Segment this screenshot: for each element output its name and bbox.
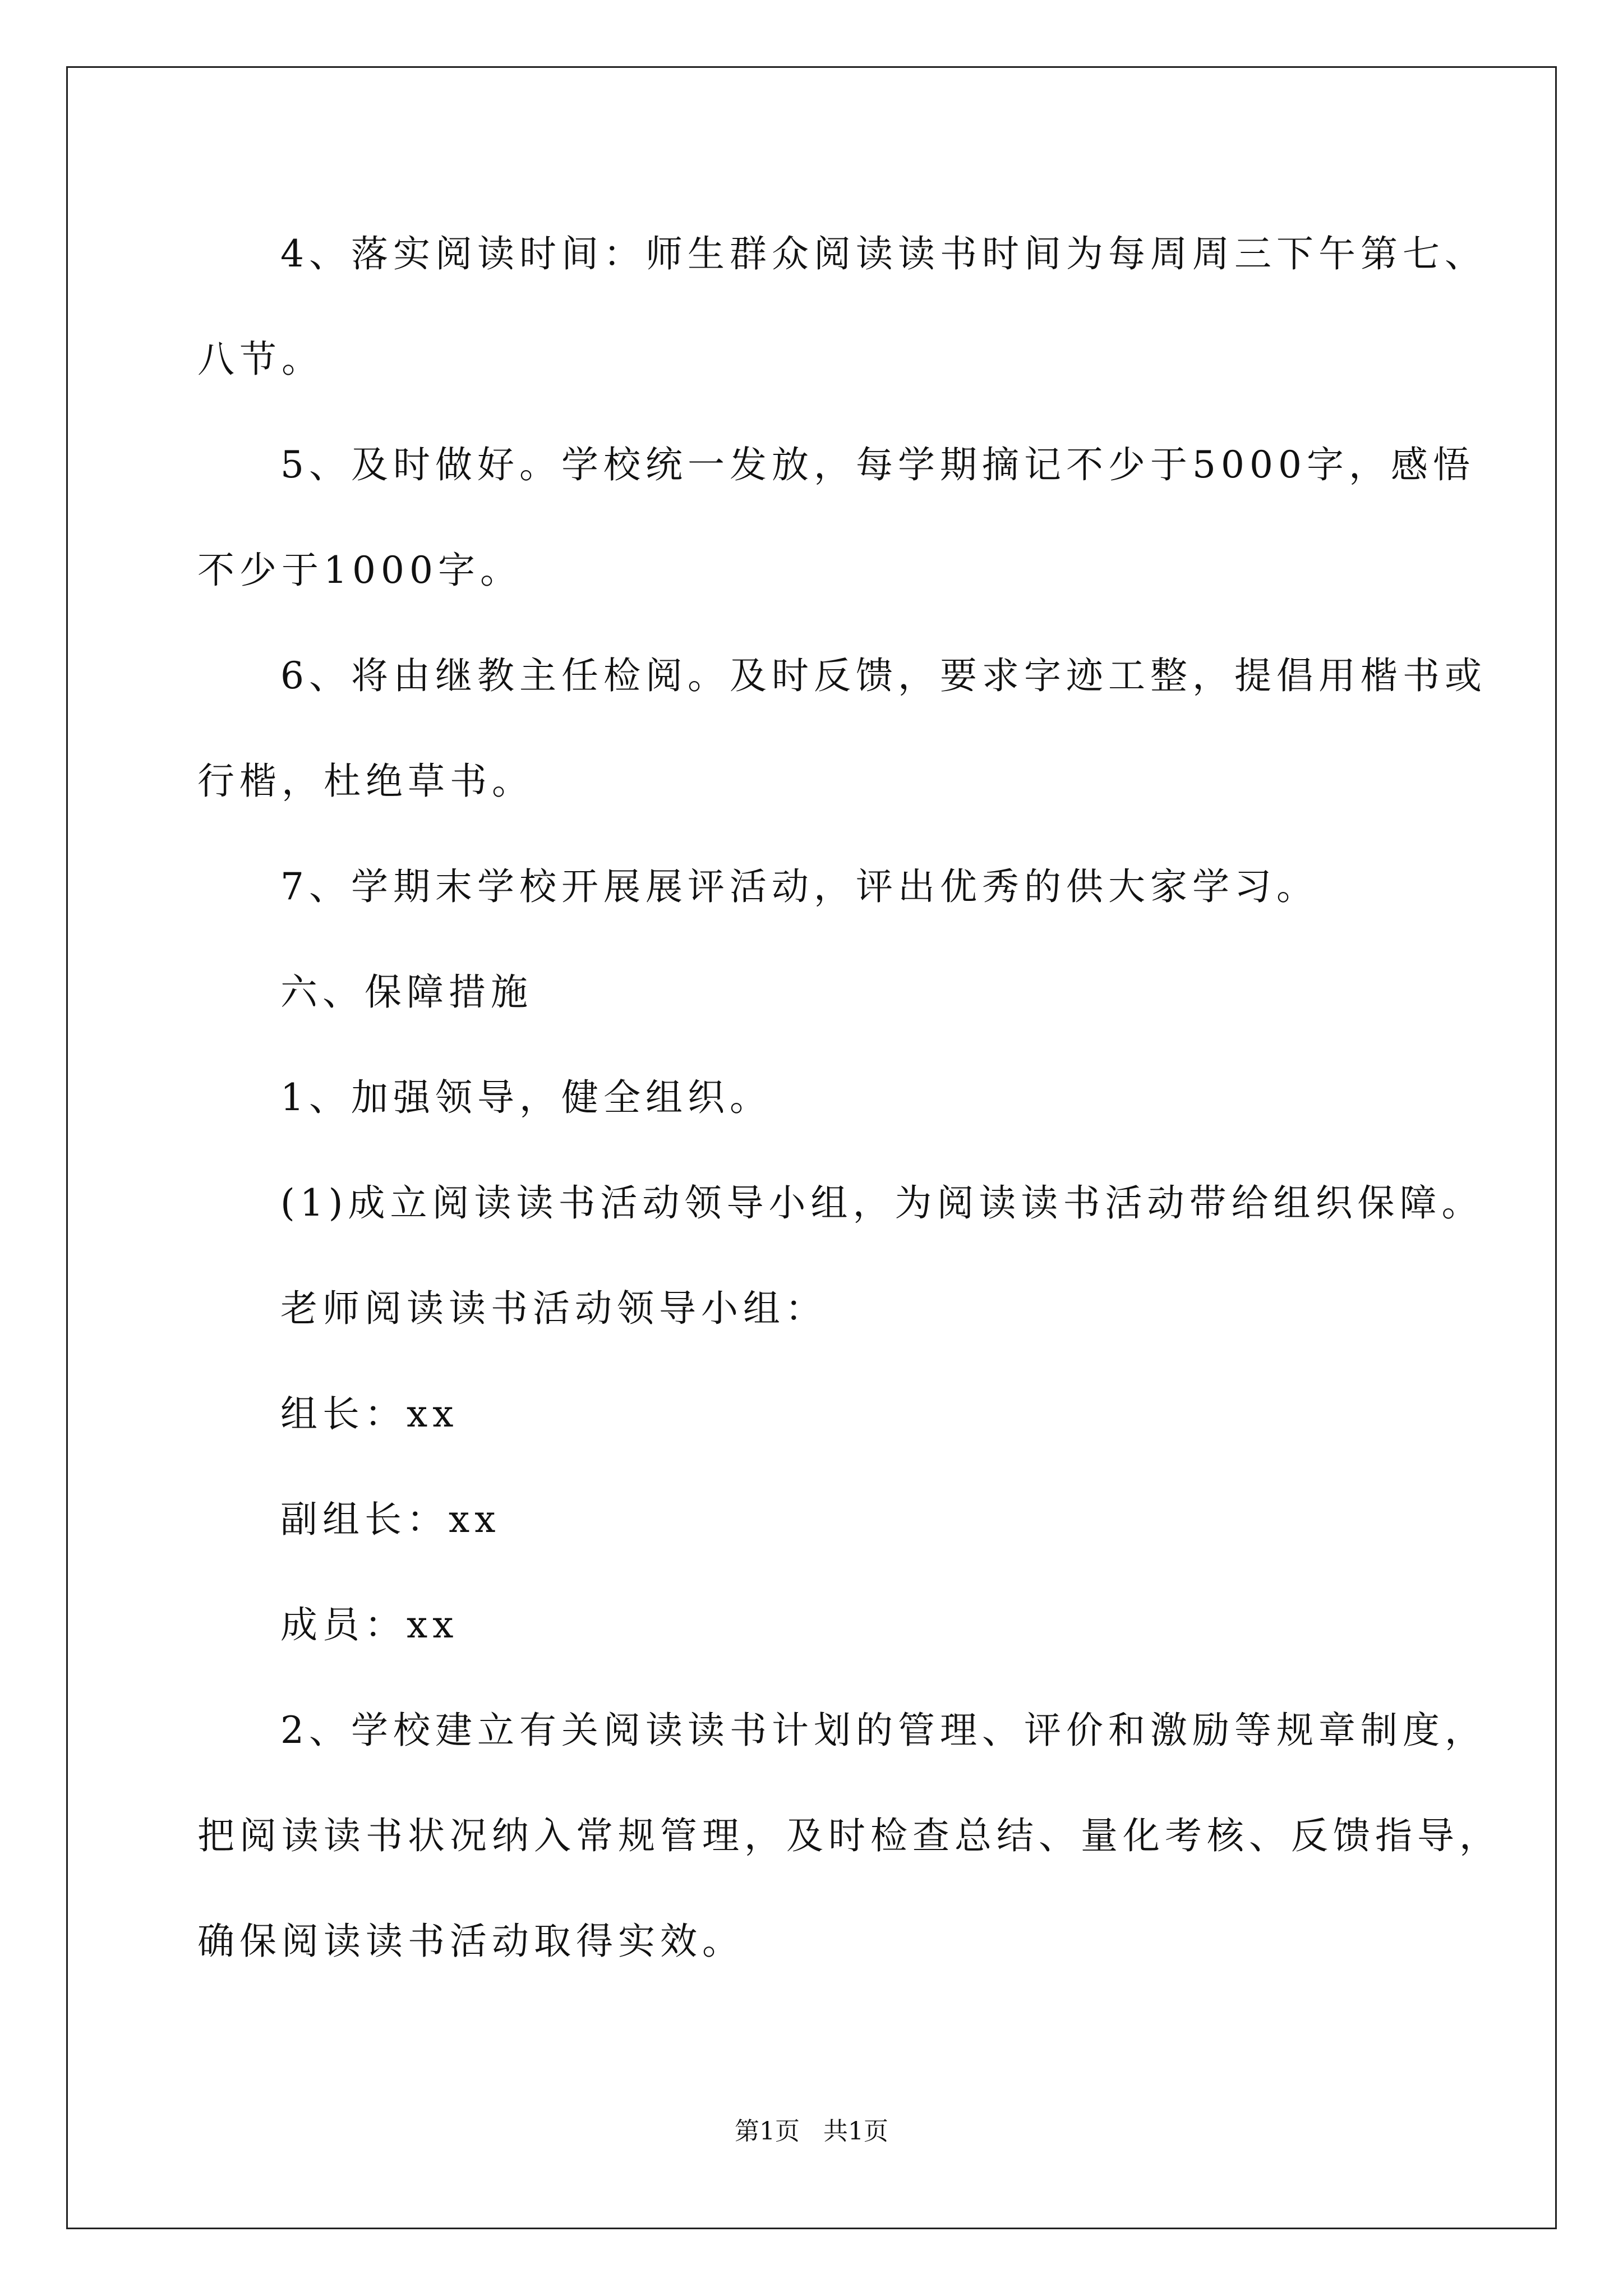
paragraph-line: 1、加强领导，健全组织。 [280, 1076, 772, 1119]
paragraph-line: 7、学期末学校开展展评活动，评出优秀的供大家学习。 [280, 865, 1318, 908]
paragraph-line: 6、将由继教主任检阅。及时反馈，要求字迹工整，提倡用楷书或 [280, 654, 1487, 697]
section-heading: 六、保障措施 [280, 970, 533, 1014]
paragraph-line: 确保阅读读书活动取得实效。 [197, 1920, 744, 1963]
paragraph-line: 八节。 [197, 338, 324, 381]
paragraph-line: 副组长：xx [280, 1498, 501, 1541]
paragraph-line: 5、及时做好。学校统一发放，每学期摘记不少于5000字，感悟 [280, 443, 1475, 486]
paragraph-line: 4、落实阅读时间：师生群众阅读读书时间为每周周三下午第七、 [280, 232, 1487, 275]
paragraph-line: 把阅读读书状况纳入常规管理，及时检查总结、量化考核、反馈指导， [197, 1814, 1501, 1857]
paragraph-line: 行楷，杜绝草书。 [197, 760, 534, 803]
page-footer: 第1页 共1页 [735, 2117, 888, 2146]
paragraph-line: (1)成立阅读读书活动领导小组，为阅读读书活动带给组织保障。 [280, 1181, 1484, 1225]
paragraph-line: 不少于1000字。 [197, 549, 522, 592]
paragraph-line: 成员：xx [280, 1603, 459, 1646]
paragraph-line: 2、学校建立有关阅读读书计划的管理、评价和激励等规章制度， [280, 1709, 1487, 1752]
page-border [66, 66, 1557, 2229]
paragraph-line: 老师阅读读书活动领导小组： [280, 1287, 827, 1330]
paragraph-line: 组长：xx [280, 1392, 459, 1435]
